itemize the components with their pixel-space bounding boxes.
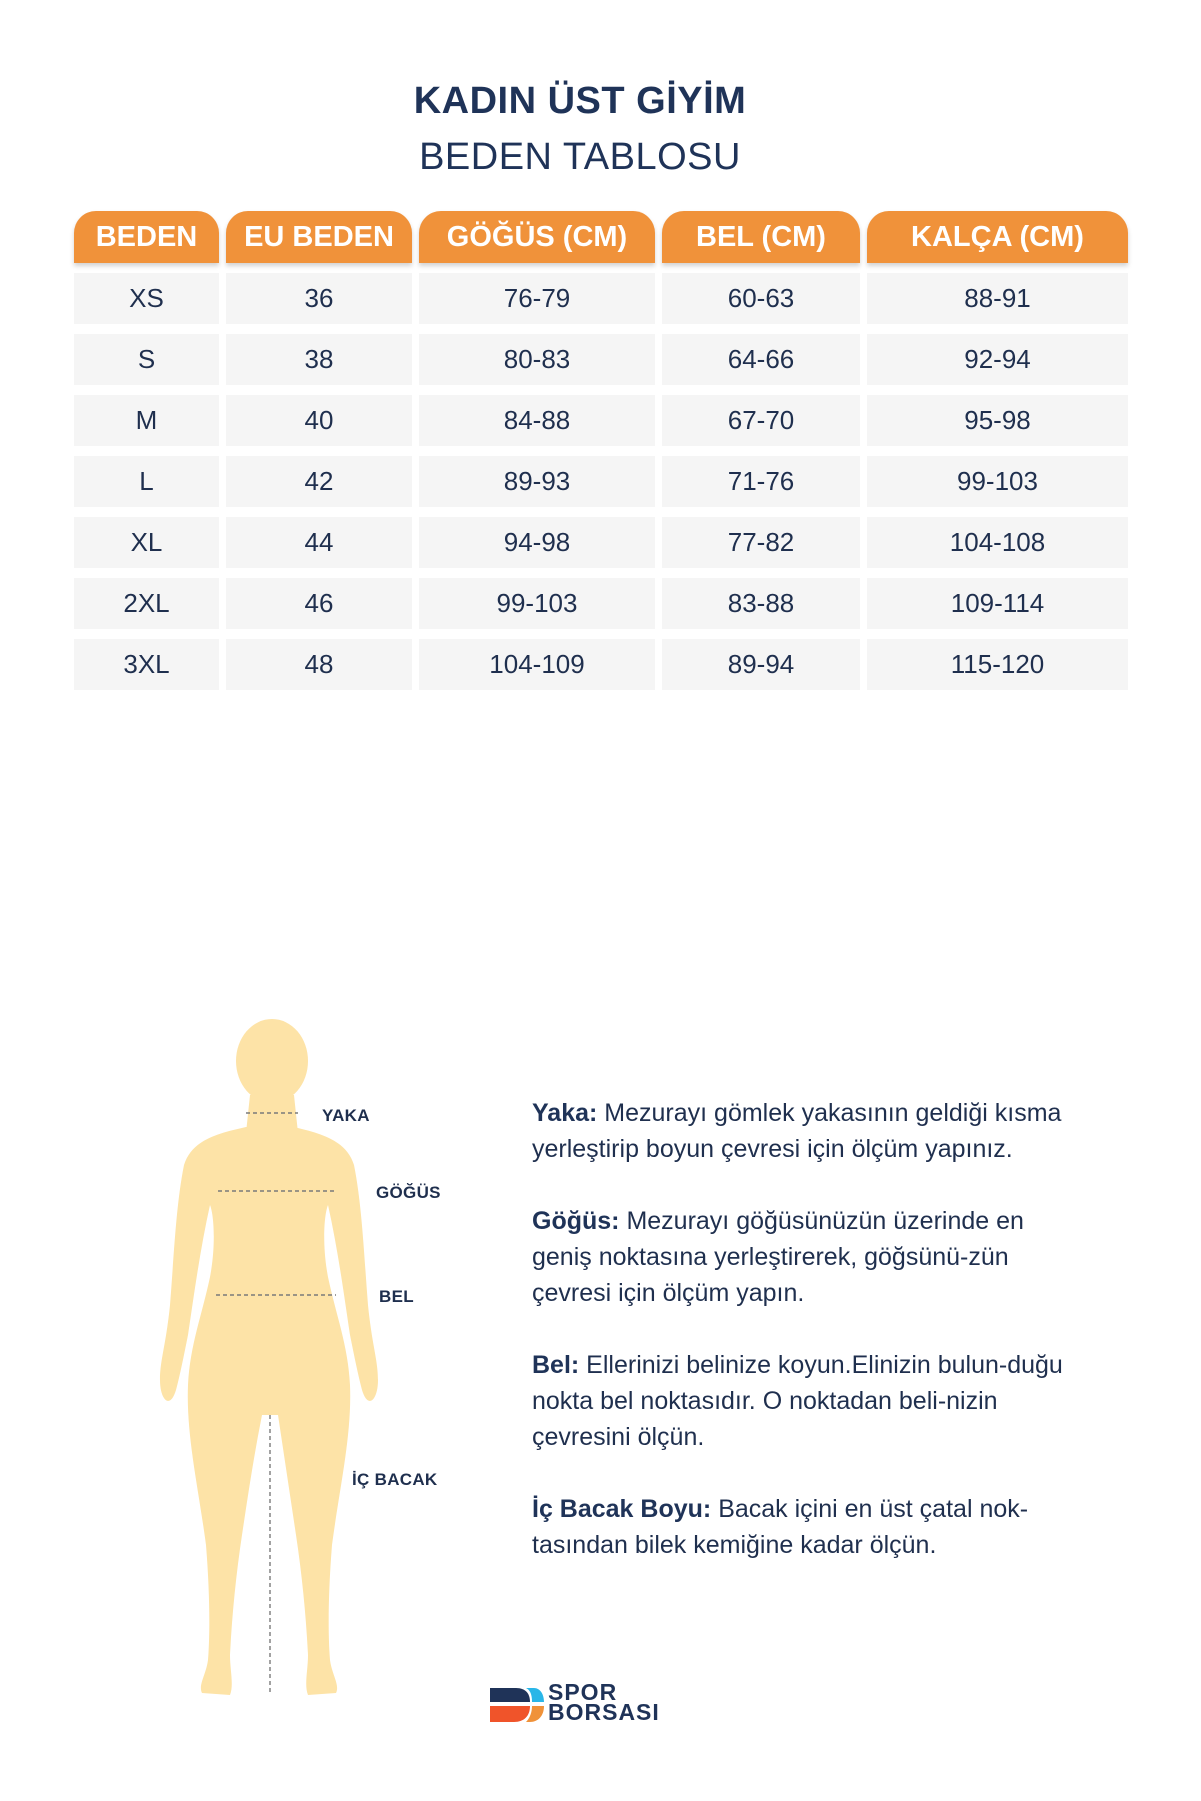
body-figure [150,1015,450,1705]
cell-hip: 115-120 [867,639,1128,690]
instruction-label: İç Bacak Boyu: [532,1495,712,1523]
cell-hip: 104-108 [867,517,1128,568]
instruction-gogus [532,1203,1072,1311]
cell-size: M [74,395,219,446]
page-title: KADIN ÜST GİYİM [413,80,747,122]
table-body [74,273,1134,690]
label-yaka: YAKA [322,1106,370,1125]
cell-eu-size: 36 [226,273,412,324]
cell-eu-size: 40 [226,395,412,446]
label-bel: BEL [379,1287,414,1306]
cell-hip: 95-98 [867,395,1128,446]
cell-chest: 76-79 [419,273,655,324]
table-row [74,456,1134,507]
cell-waist: 67-70 [662,395,860,446]
cell-hip: 99-103 [867,456,1128,507]
cell-eu-size: 42 [226,456,412,507]
table-row [74,639,1134,690]
cell-eu-size: 44 [226,517,412,568]
cell-hip: 109-114 [867,578,1128,629]
table-header [74,211,1134,263]
cell-chest: 104-109 [419,639,655,690]
header-eu-beden: EU BEDEN [226,211,412,263]
cell-size: XL [74,517,219,568]
cell-size: 2XL [74,578,219,629]
cell-eu-size: 46 [226,578,412,629]
header-gogus: GÖĞÜS (CM) [419,211,655,263]
instruction-text: Mezurayı göğüsünüzün üzerinde en geniş noktasına yerleştirerek, göğsünü-zün çevresi için ölçüm yapın. [532,1207,1024,1307]
instruction-text: Bacak içini en üst çatal nok-tasından bilek kemiğine kadar ölçün. [532,1495,1029,1559]
header-beden: BEDEN [74,211,219,263]
cell-chest: 89-93 [419,456,655,507]
instruction-ic-bacak [532,1491,1072,1563]
instruction-text: Ellerinizi belinize koyun.Elinizin bulun-duğu nokta bel noktasıdır. O noktadan beli-nizin çevresini ölçün. [532,1351,1063,1451]
table-row [74,517,1134,568]
cell-size: 3XL [74,639,219,690]
logo-line-1: SPOR [548,1679,618,1705]
brand-logo-icon [486,1684,546,1724]
cell-waist: 83-88 [662,578,860,629]
size-table [74,211,1134,700]
measurement-instructions [532,1095,1072,1599]
label-gogus: GÖĞÜS [376,1183,441,1202]
logo-line-2: BORSASI [548,1699,660,1725]
cell-waist: 71-76 [662,456,860,507]
cell-waist: 60-63 [662,273,860,324]
table-row [74,395,1134,446]
instruction-label: Yaka: [532,1099,598,1127]
instruction-yaka [532,1095,1072,1167]
cell-size: S [74,334,219,385]
cell-eu-size: 48 [226,639,412,690]
cell-hip: 88-91 [867,273,1128,324]
cell-chest: 99-103 [419,578,655,629]
instruction-bel [532,1347,1072,1455]
cell-chest: 94-98 [419,517,655,568]
cell-waist: 89-94 [662,639,860,690]
table-row [74,273,1134,324]
header-kalca: KALÇA (CM) [867,211,1128,263]
page-subtitle: BEDEN TABLOSU [419,136,741,178]
cell-waist: 64-66 [662,334,860,385]
cell-chest: 84-88 [419,395,655,446]
table-row [74,334,1134,385]
instruction-label: Bel: [532,1351,580,1379]
table-row [74,578,1134,629]
instruction-label: Göğüs: [532,1207,620,1235]
cell-hip: 92-94 [867,334,1128,385]
brand-logo [486,1679,686,1726]
label-ic-bacak: İÇ BACAK [352,1470,438,1489]
instruction-text: Mezurayı gömlek yakasının geldiği kısma yerleştirip boyun çevresi için ölçüm yapınız. [532,1099,1062,1163]
cell-chest: 80-83 [419,334,655,385]
header-bel: BEL (CM) [662,211,860,263]
cell-waist: 77-82 [662,517,860,568]
cell-eu-size: 38 [226,334,412,385]
cell-size: XS [74,273,219,324]
cell-size: L [74,456,219,507]
